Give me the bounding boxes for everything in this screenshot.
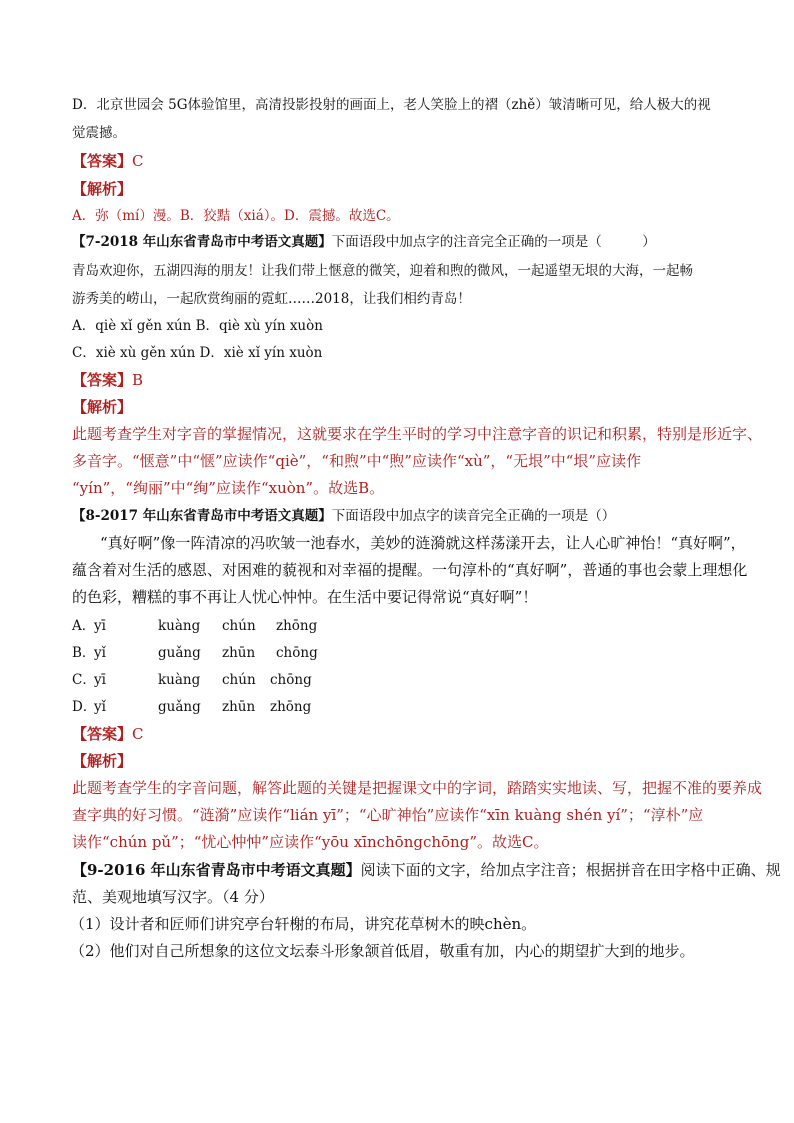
q8-heading bbox=[72, 507, 615, 525]
q7-option-ab: A．qiè xǐ gěn xún B．qiè xù yín xuòn bbox=[72, 318, 323, 334]
q8-answer bbox=[72, 725, 144, 743]
option-pinyin: kuàng bbox=[158, 672, 201, 688]
option-pinyin: chōng bbox=[270, 672, 312, 688]
answer-label: 【答案】 bbox=[72, 725, 133, 743]
option-label: C． bbox=[72, 672, 96, 688]
q9-item-2: （2）他们对自己所想象的这位文坛泰斗形象颔首低眉，敬重有加，内心的期望扩大到的地步。 bbox=[70, 942, 695, 960]
q8-analysis-2: 查字典的好习惯。“涟漪”应读作“lián yī”；“心旷神怡”应读作“xīn kuàng shén yí”；“淳朴”应 bbox=[72, 806, 704, 824]
option-pinyin: zhūn bbox=[222, 699, 256, 715]
q8-option-a bbox=[72, 617, 317, 635]
q7-answer bbox=[72, 371, 143, 389]
option-pinyin: zhōng bbox=[276, 618, 318, 634]
q7-heading-text: 下面语段中加点字的注音完全正确的一项是（ ） bbox=[331, 234, 656, 250]
q8-passage-1: “真好啊”像一阵清凉的冯吹皱一池春水，美妙的涟漪就这样荡漾开去，让人心旷神怡！“真好啊”， bbox=[100, 534, 746, 552]
option-pinyin: yī bbox=[94, 672, 106, 688]
answer-value: B bbox=[132, 371, 144, 389]
option-pinyin: kuàng bbox=[158, 618, 201, 634]
option-pinyin: zhūn bbox=[222, 645, 256, 661]
q9-heading-2: 范、美观地填写汉字。（4 分） bbox=[72, 888, 274, 906]
q8-passage-3: 的色彩，糟糕的事不再让人忧心忡忡。在生活中要记得常说“真好啊”！ bbox=[72, 588, 538, 606]
q8-analysis-1: 此题考查学生的字音问题，解答此题的关键是把握课文中的字词，踏踏实实地读、写，把握不准的要养成 bbox=[72, 779, 763, 797]
q7-analysis-1: 此题考查学生对字音的掌握情况，这就要求在学生平时的学习中注意字音的识记和积累，特别是形近字、 bbox=[72, 425, 763, 443]
q8-heading-tag: 【8-2017 年山东省青岛市中考语文真题】 bbox=[72, 508, 332, 524]
q7-passage-2: 游秀美的崂山，一起欣赏绚丽的霓虹……2018，让我们相约青岛！ bbox=[72, 291, 471, 307]
q7-option-cd: C．xiè xù gěn xún D．xiè xǐ yín xuòn bbox=[72, 345, 323, 361]
q9-heading bbox=[72, 861, 781, 879]
q7-heading bbox=[72, 233, 656, 251]
option-pinyin: yǐ bbox=[94, 699, 106, 715]
q9-item-1: （1）设计者和匠师们讲究亭台轩榭的布局，讲究花草树木的映chèn。 bbox=[70, 915, 537, 933]
q7-heading-tag: 【7-2018 年山东省青岛市中考语文真题】 bbox=[72, 234, 332, 250]
option-pinyin: chún bbox=[222, 672, 256, 688]
option-pinyin: guǎng bbox=[158, 645, 201, 661]
answer-value: C bbox=[132, 725, 144, 743]
option-pinyin: yǐ bbox=[94, 645, 106, 661]
option-label: D． bbox=[72, 699, 97, 715]
q9-heading-tag: 【9-2016 年山东省青岛市中考语文真题】 bbox=[72, 861, 361, 879]
q6-answer bbox=[72, 152, 144, 170]
q9-heading-text: 阅读下面的文字，给加点字注音；根据拼音在田字格中正确、规 bbox=[360, 861, 781, 879]
q7-analysis-2: 多音字。“惬意”中“惬”应读作“qiè”，“和煦”中“煦”应读作“xù”，“无垠”中“垠”应读作 bbox=[72, 452, 642, 470]
q8-analysis-label: 【解析】 bbox=[72, 752, 133, 770]
answer-label: 【答案】 bbox=[72, 371, 133, 389]
option-label: B． bbox=[72, 645, 96, 661]
answer-label: 【答案】 bbox=[72, 152, 133, 170]
option-pinyin: yī bbox=[94, 618, 106, 634]
q8-option-d bbox=[72, 698, 311, 716]
q7-analysis-3: “yín”，“绚丽”中“绚”应读作“xuòn”。故选B。 bbox=[72, 479, 385, 497]
option-pinyin: zhōng bbox=[270, 699, 312, 715]
q6-analysis: A．弥（mí）漫。B．狡黠（xiá）。D．震撼。故选C。 bbox=[72, 208, 400, 224]
q8-passage-2: 蕴含着对生活的感恩、对困难的藐视和对幸福的提醒。一句淳朴的“真好啊”，普通的事也会蒙上理想化 bbox=[72, 561, 748, 579]
option-label: A． bbox=[72, 618, 96, 634]
q8-analysis-3: 读作“chún pǔ”；“忧心忡忡”应读作“yōu xīnchōngchōng”。故选C。 bbox=[72, 833, 549, 851]
q8-option-b bbox=[72, 644, 318, 662]
intro-line-2: 觉震撼。 bbox=[72, 125, 126, 141]
q7-passage-1: 青岛欢迎你，五湖四海的朋友！让我们带上惬意的微笑，迎着和煦的微风，一起遥望无垠的大海，一起畅 bbox=[72, 263, 693, 279]
q8-option-c bbox=[72, 671, 312, 689]
option-pinyin: chún bbox=[222, 618, 256, 634]
answer-value: C bbox=[132, 152, 144, 170]
option-pinyin: guǎng bbox=[158, 699, 201, 715]
q6-analysis-label: 【解析】 bbox=[72, 180, 133, 198]
intro-line-1: D．北京世园会 5G体验馆里，高清投影投射的画面上，老人笑脸上的褶（zhě）皱清晰可见，给人极大的视 bbox=[72, 97, 711, 113]
option-pinyin: chōng bbox=[276, 645, 318, 661]
q8-heading-text: 下面语段中加点字的读音完全正确的一项是（） bbox=[331, 508, 616, 524]
q7-analysis-label: 【解析】 bbox=[72, 398, 133, 416]
